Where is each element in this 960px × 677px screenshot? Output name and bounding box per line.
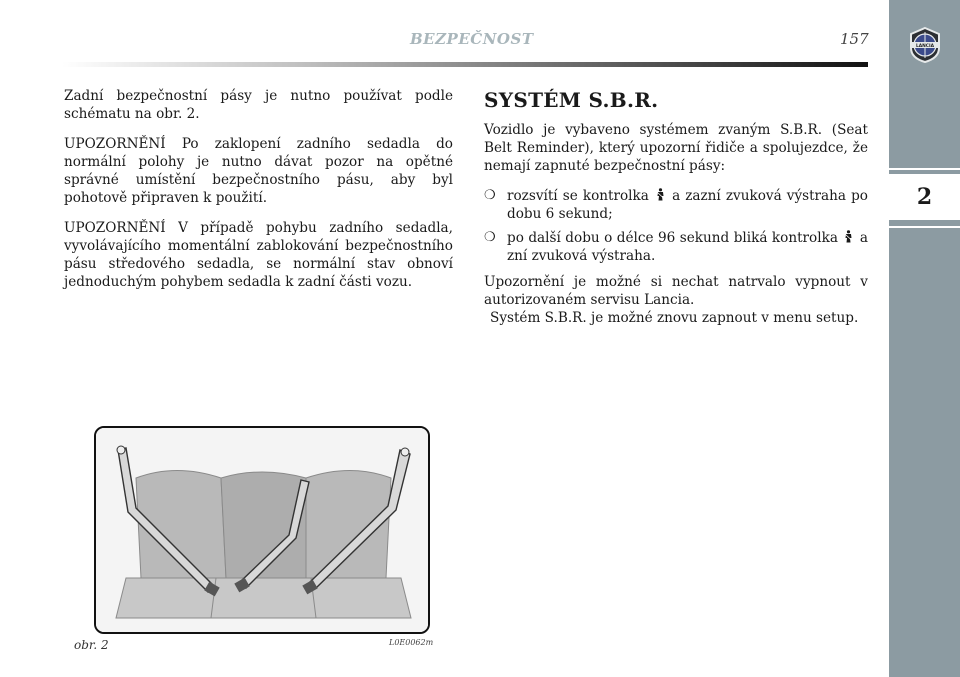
sbr-intro: Vozidlo je vybaveno systémem zvaným S.B.R. (Seat Belt Reminder), který upozorní řidiče a spolujezdce, že nemají zapnuté bezpečnostní pásy: <box>484 122 868 174</box>
left-column <box>64 87 453 303</box>
sbr-bullet-list <box>484 187 868 265</box>
bullet-text-before: po další dobu o délce 96 sekund bliká kontrolka <box>507 230 838 246</box>
figure-caption: obr. 2 <box>74 638 109 652</box>
rear-seats-illustration <box>96 428 428 632</box>
sbr-setup-paragraph: Systém S.B.R. je možné znovu zapnout v menu setup. <box>490 310 859 326</box>
right-column <box>484 87 868 339</box>
chapter-tab-bottom-line <box>889 226 960 228</box>
warning-paragraph-folding: UPOZORNĚNÍ Po zaklopení zadního sedadla do normální polohy je nutno dávat pozor na opětné správné umístění bezpečnostního pásu, aby byl pohotově připraven k použití. <box>64 136 453 206</box>
bullet-circle-icon: ❍ <box>484 230 496 245</box>
bullet-circle-icon: ❍ <box>484 188 496 203</box>
sidebar <box>889 0 960 677</box>
list-item <box>484 229 868 265</box>
sbr-heading: SYSTÉM S.B.R. <box>484 88 659 112</box>
rear-seat-belts-figure <box>94 426 430 634</box>
bullet-text-after: a zní zvuková výstraha. <box>507 230 869 264</box>
chapter-tab-top-line <box>889 168 960 170</box>
lancia-logo-icon <box>906 26 944 64</box>
bullet-text-after: a zazní zvuková výstraha po dobu 6 sekund; <box>507 188 868 222</box>
chapter-tab[interactable]: 2 <box>889 174 960 220</box>
figure-code: L0E0062m <box>389 638 434 647</box>
header-rule <box>62 62 868 67</box>
seatbelt-warning-icon <box>844 230 853 243</box>
page-number: 157 <box>840 30 869 48</box>
warning-paragraph-blocking: UPOZORNĚNÍ V případě pohybu zadního sedadla, vyvolávajícího momentální zablokování bezpečnostního pásu středového sedadla, se normální stav obnoví jednoduchým pohybem sedadla k zadní části vozu. <box>64 220 453 290</box>
logo-text: LANCIA <box>915 44 935 49</box>
bullet-text-before: rozsvítí se kontrolka <box>507 188 649 204</box>
rear-belts-paragraph: Zadní bezpečnostní pásy je nutno používat podle schématu na obr. 2. <box>64 88 453 122</box>
header-title: BEZPEČNOST <box>410 30 534 48</box>
seatbelt-warning-icon <box>656 188 665 201</box>
list-item <box>484 187 868 223</box>
sbr-disable-paragraph: Upozornění je možné si nechat natrvalo vypnout v autorizovaném servisu Lancia. <box>484 274 868 308</box>
